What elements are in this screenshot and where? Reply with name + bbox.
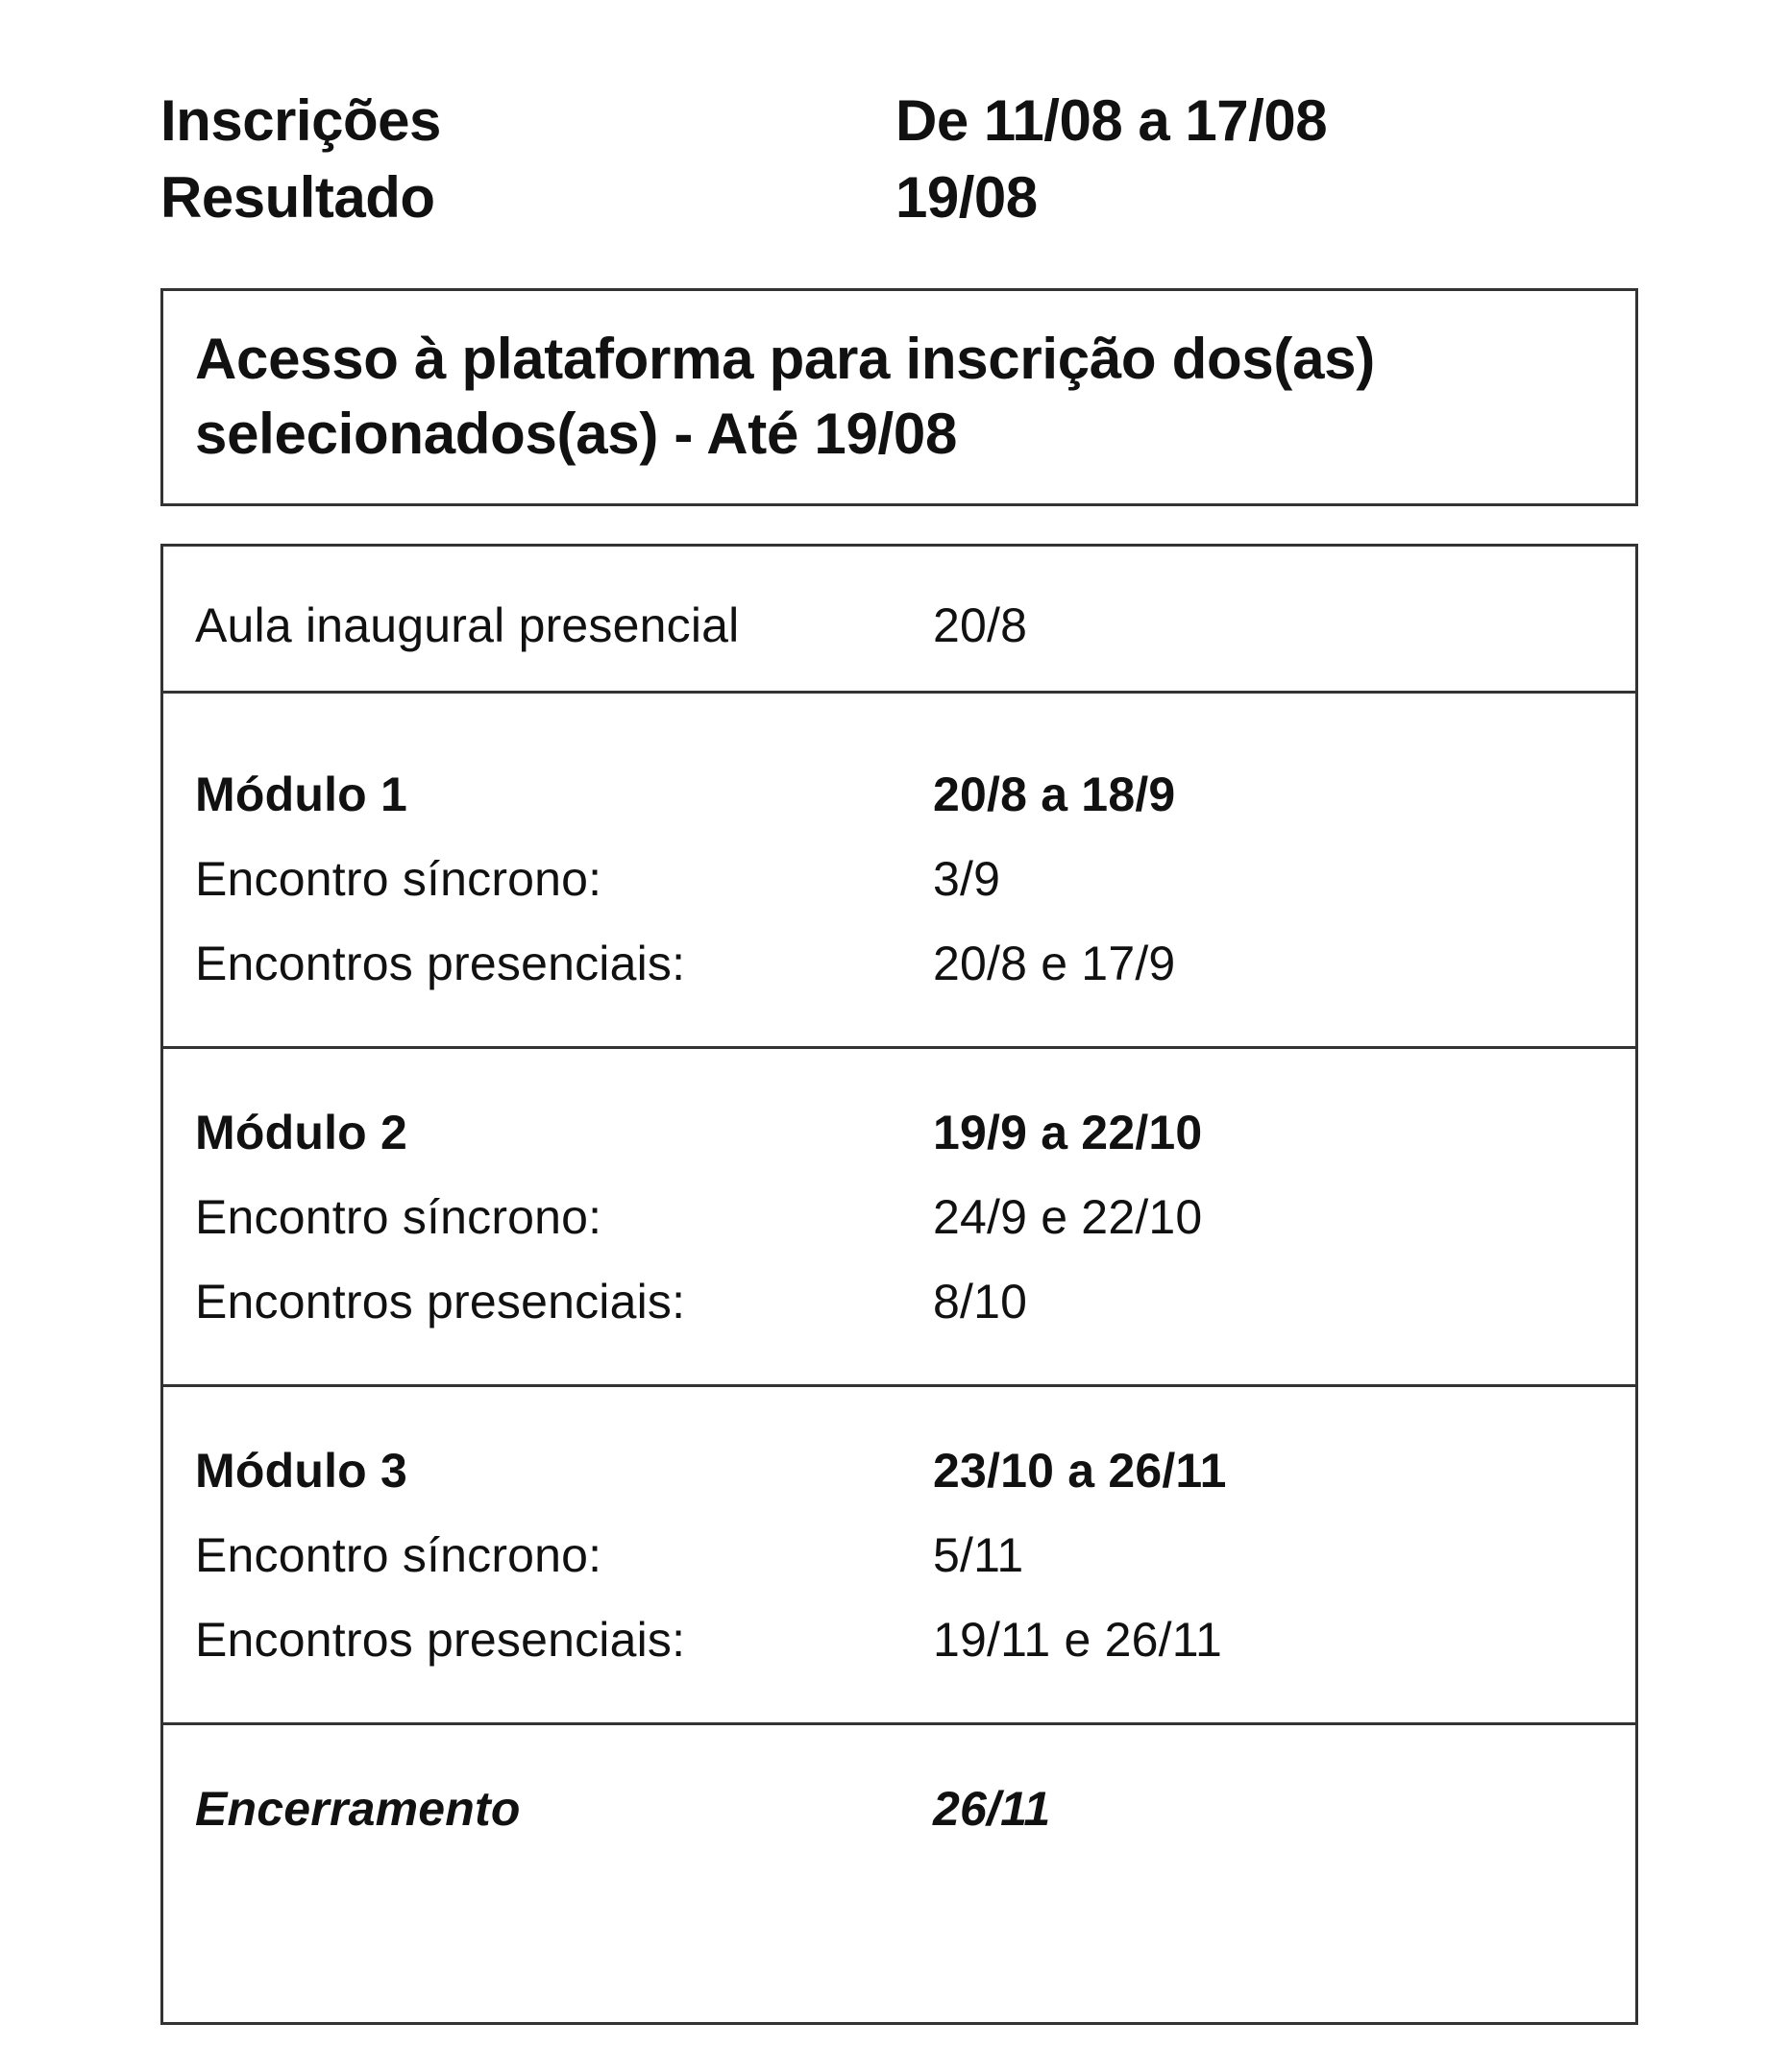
summary-label: Inscrições bbox=[160, 87, 441, 153]
access-notice-box bbox=[160, 288, 1638, 506]
row-divider bbox=[163, 1046, 1635, 1049]
row-divider bbox=[163, 1384, 1635, 1387]
closing-row bbox=[195, 1767, 1598, 1851]
inperson-date: 20/8 e 17/9 bbox=[933, 937, 1176, 990]
row-divider bbox=[163, 691, 1635, 694]
module-title: Módulo 1 bbox=[195, 768, 408, 821]
module-1-inperson-row bbox=[195, 921, 1598, 1006]
access-notice-line-2: selecionados(as) - Até 19/08 bbox=[195, 402, 958, 466]
sync-label: Encontro síncrono: bbox=[195, 1190, 602, 1244]
closing-date: 26/11 bbox=[933, 1782, 1051, 1836]
module-2-sync-row bbox=[195, 1175, 1598, 1259]
module-3-sync-row bbox=[195, 1513, 1598, 1597]
access-notice-text bbox=[195, 322, 1617, 472]
module-1-header bbox=[195, 752, 1598, 837]
inperson-date: 8/10 bbox=[933, 1275, 1028, 1329]
summary-row-inscricoes bbox=[160, 82, 1506, 158]
inperson-label: Encontros presenciais: bbox=[195, 1275, 686, 1329]
closing-label: Encerramento bbox=[195, 1782, 521, 1836]
summary-section bbox=[160, 82, 1506, 235]
inaugural-date: 20/8 bbox=[933, 598, 1028, 652]
summary-label: Resultado bbox=[160, 164, 435, 230]
sync-label: Encontro síncrono: bbox=[195, 852, 602, 906]
summary-value: 19/08 bbox=[895, 164, 1038, 230]
module-3-inperson-row bbox=[195, 1597, 1598, 1682]
inaugural-label: Aula inaugural presencial bbox=[195, 598, 740, 652]
sync-date: 24/9 e 22/10 bbox=[933, 1190, 1203, 1244]
module-period: 23/10 a 26/11 bbox=[933, 1444, 1227, 1498]
module-period: 20/8 a 18/9 bbox=[933, 768, 1176, 821]
sync-date: 5/11 bbox=[933, 1528, 1024, 1582]
module-title: Módulo 2 bbox=[195, 1106, 408, 1159]
sync-date: 3/9 bbox=[933, 852, 1001, 906]
access-notice-line-1: Acesso à plataforma para inscrição dos(as) bbox=[195, 327, 1375, 391]
summary-row-resultado bbox=[160, 158, 1506, 235]
inperson-label: Encontros presenciais: bbox=[195, 1613, 686, 1667]
module-3-header bbox=[195, 1428, 1598, 1513]
inaugural-row bbox=[195, 583, 1598, 668]
module-title: Módulo 3 bbox=[195, 1444, 408, 1498]
module-period: 19/9 a 22/10 bbox=[933, 1106, 1203, 1159]
schedule-table bbox=[160, 544, 1638, 2025]
inperson-label: Encontros presenciais: bbox=[195, 937, 686, 990]
inperson-date: 19/11 e 26/11 bbox=[933, 1613, 1223, 1667]
sync-label: Encontro síncrono: bbox=[195, 1528, 602, 1582]
module-2-inperson-row bbox=[195, 1259, 1598, 1344]
summary-value: De 11/08 a 17/08 bbox=[895, 87, 1328, 153]
module-2-header bbox=[195, 1090, 1598, 1175]
row-divider bbox=[163, 1722, 1635, 1725]
module-1-sync-row bbox=[195, 837, 1598, 921]
